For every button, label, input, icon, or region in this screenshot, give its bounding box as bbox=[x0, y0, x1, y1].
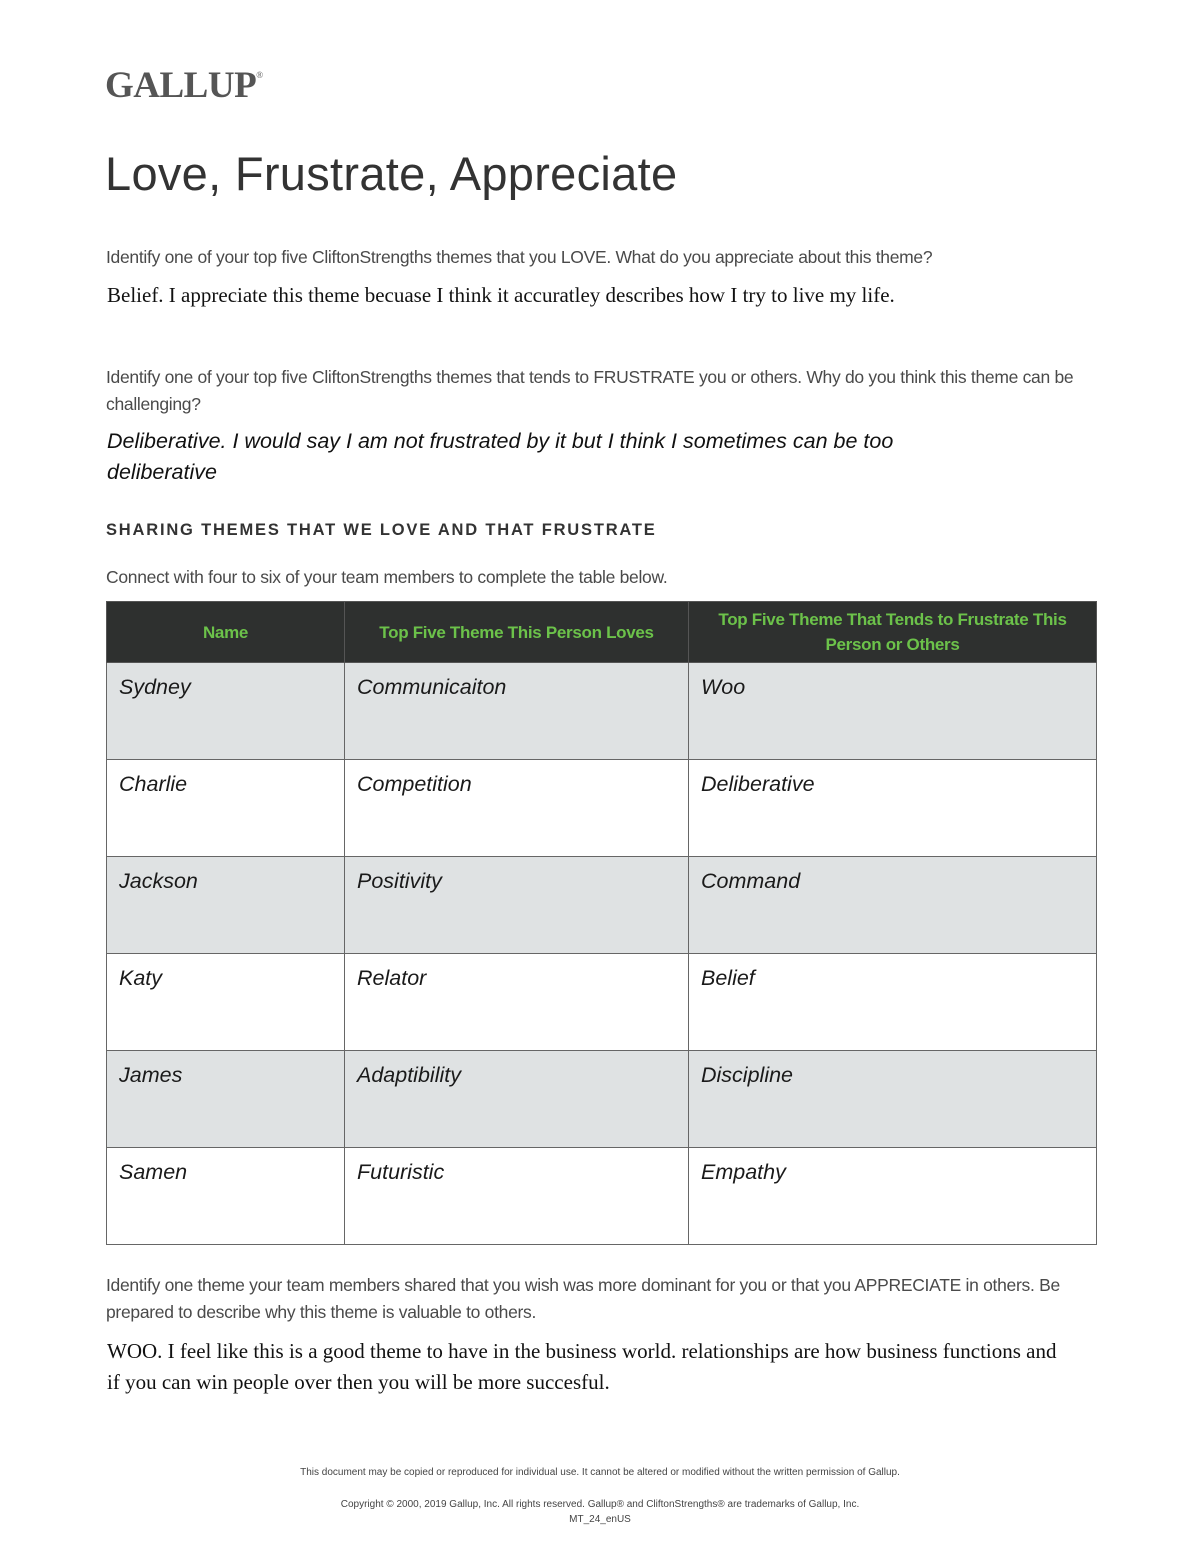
header-frustrates: Top Five Theme That Tends to Frustrate This Person or Others bbox=[689, 602, 1097, 663]
appreciate-prompt: Identify one theme your team members shared that you wish was more dominant for you or that you APPRECIATE in others. Be prepared to describe why this theme is valuable to others. bbox=[106, 1275, 1060, 1322]
love-prompt: Identify one of your top five CliftonStrengths themes that you LOVE. What do you appreciate about this theme? bbox=[106, 247, 933, 267]
frustrate-answer[interactable]: Deliberative. I would say I am not frustrated by it but I think I sometimes can be too deliberative bbox=[107, 429, 894, 484]
loves-cell[interactable]: Relator bbox=[345, 954, 689, 1051]
frustrate-prompt: Identify one of your top five CliftonStrengths themes that tends to FRUSTRATE you or others. Why do you think this theme can be challenging? bbox=[106, 367, 1074, 414]
name-cell[interactable]: Charlie bbox=[107, 760, 345, 857]
gallup-logo bbox=[105, 64, 263, 107]
table-header-row bbox=[107, 602, 1097, 663]
table-row bbox=[107, 1148, 1097, 1245]
frustrates-cell[interactable]: Deliberative bbox=[689, 760, 1097, 857]
frustrates-cell[interactable]: Woo bbox=[689, 663, 1097, 760]
loves-cell[interactable]: Adaptibility bbox=[345, 1051, 689, 1148]
loves-cell[interactable]: Competition bbox=[345, 760, 689, 857]
footer-code: MT_24_enUS bbox=[569, 1514, 631, 1525]
table-row bbox=[107, 760, 1097, 857]
footer-copyright: Copyright © 2000, 2019 Gallup, Inc. All rights reserved. Gallup® and CliftonStrengths® are trademarks of Gallup, Inc. bbox=[340, 1499, 860, 1510]
name-cell[interactable]: James bbox=[107, 1051, 345, 1148]
frustrates-cell[interactable]: Discipline bbox=[689, 1051, 1097, 1148]
appreciate-answer[interactable]: WOO. I feel like this is a good theme to have in the business world. relationships are how business functions and if you can win people over then you will be more succesful. bbox=[107, 1339, 1057, 1394]
header-loves: Top Five Theme This Person Loves bbox=[345, 602, 689, 663]
name-cell[interactable]: Samen bbox=[107, 1148, 345, 1245]
frustrates-cell[interactable]: Empathy bbox=[689, 1148, 1097, 1245]
frustrates-cell[interactable]: Belief bbox=[689, 954, 1097, 1051]
name-cell[interactable]: Katy bbox=[107, 954, 345, 1051]
sharing-heading: SHARING THEMES THAT WE LOVE AND THAT FRUSTRATE bbox=[106, 521, 657, 539]
sharing-instruction: Connect with four to six of your team members to complete the table below. bbox=[106, 567, 668, 587]
table-row bbox=[107, 663, 1097, 760]
footer-notice: This document may be copied or reproduced for individual use. It cannot be altered or modified without the written permission of Gallup. bbox=[300, 1467, 900, 1478]
logo-text: GALLUP bbox=[105, 65, 257, 106]
header-name: Name bbox=[107, 602, 345, 663]
table-row bbox=[107, 1051, 1097, 1148]
loves-cell[interactable]: Positivity bbox=[345, 857, 689, 954]
themes-table bbox=[106, 601, 1097, 1245]
love-answer[interactable]: Belief. I appreciate this theme becuase I think it accuratley describes how I try to live my life. bbox=[107, 283, 895, 307]
registered-mark: ® bbox=[256, 70, 263, 80]
table-row bbox=[107, 857, 1097, 954]
name-cell[interactable]: Jackson bbox=[107, 857, 345, 954]
table-row bbox=[107, 954, 1097, 1051]
loves-cell[interactable]: Futuristic bbox=[345, 1148, 689, 1245]
name-cell[interactable]: Sydney bbox=[107, 663, 345, 760]
loves-cell[interactable]: Communicaiton bbox=[345, 663, 689, 760]
page-title: Love, Frustrate, Appreciate bbox=[105, 147, 678, 200]
frustrates-cell[interactable]: Command bbox=[689, 857, 1097, 954]
